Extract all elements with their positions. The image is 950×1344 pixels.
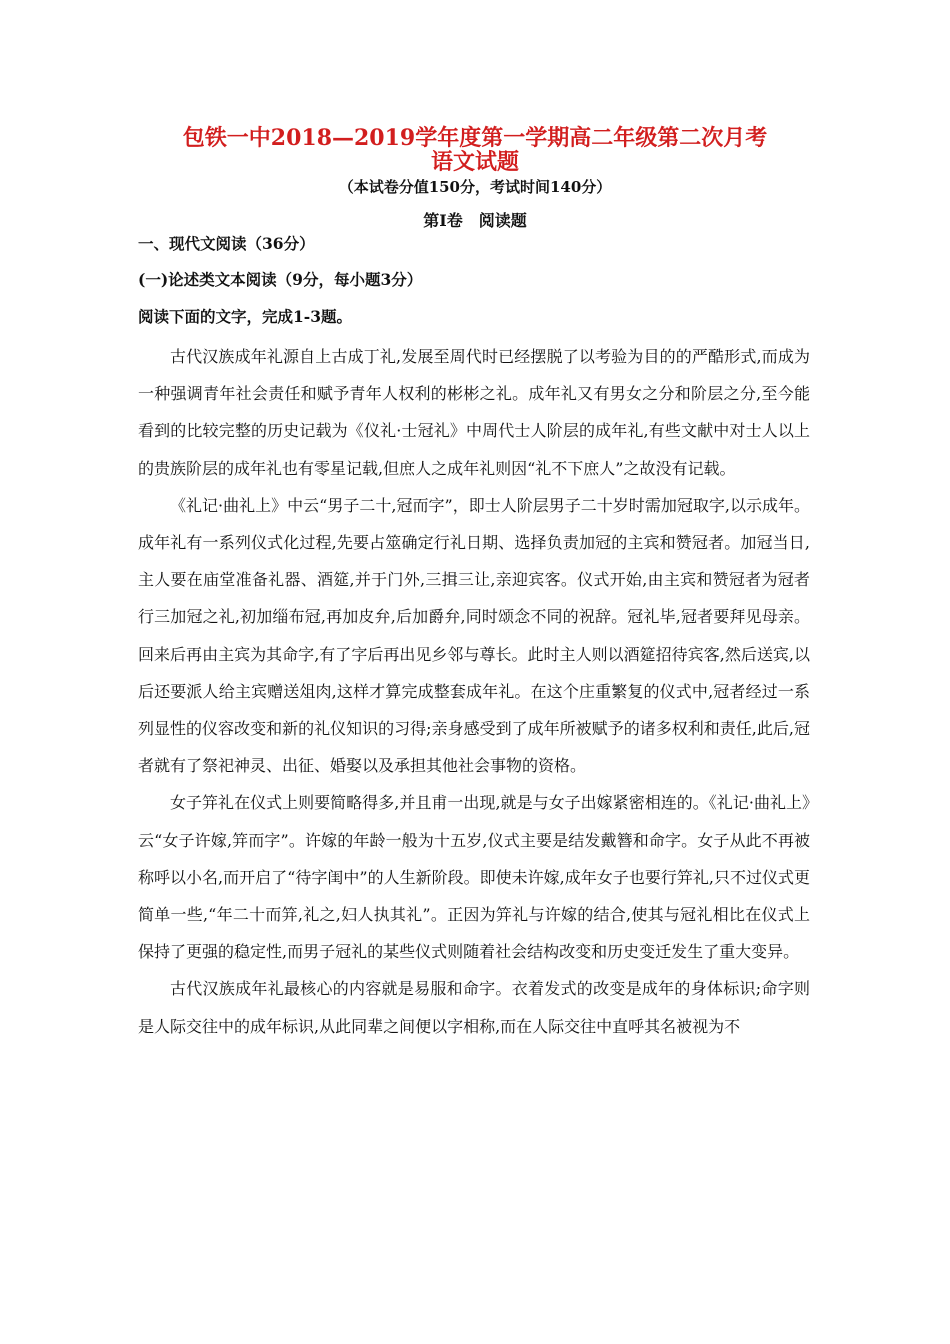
- section-heading: 一、现代文阅读（36分）: [138, 234, 315, 253]
- passage-paragraph-1: 古代汉族成年礼源自上古成丁礼,发展至周代时已经摆脱了以考验为目的的严酷形式,而成为一种强调青年社会责任和赋予青年人权利的彬彬之礼。成年礼又有男女之分和阶层之分,至今能看到的比较完整的历史记载为《仪礼·士冠礼》中周代士人阶层的成年礼,有些文献中对士人以上的贵族阶层的成年礼也有零星记载,但庶人之成年礼则因“礼不下庶人”之故没有记载。: [138, 347, 810, 478]
- passage-paragraph-2: 《礼记·曲礼上》中云“男子二十,冠而字”，即士人阶层男子二十岁时需加冠取字,以示成年。成年礼有一系列仪式化过程,先要占筮确定行礼日期、选择负责加冠的主宾和赞冠者。加冠当日,主人要在庙堂准备礼器、酒筵,并于门外,三揖三让,亲迎宾客。仪式开始,由主宾和赞冠者为冠者行三加冠之礼,初加缁布冠,再加皮弁,后加爵弁,同时颂念不同的祝辞。冠礼毕,冠者要拜见母亲。回来后再由主宾为其命字,有了字后再出见乡邻与尊长。此时主人则以酒筵招待宾客,然后送宾,以后还要派人给主宾赠送俎肉,这样才算完成整套成年礼。在这个庄重繁复的仪式中,冠者经过一系列显性的仪容改变和新的礼仪知识的习得;亲身感受到了成年所被赋予的诸多权利和责任,此后,冠者就有了祭祀神灵、出征、婚娶以及承担其他社会事物的资格。: [138, 495, 810, 776]
- passage-paragraph-3: 女子笄礼在仪式上则要简略得多,并且甫一出现,就是与女子出嫁紧密相连的。《礼记·曲礼上》云“女子许嫁,笄而字”。许嫁的年龄一般为十五岁,仪式主要是结发戴簪和命字。女子从此不再被称呼以小名,而开启了“待字闺中”的人生新阶段。即使未许嫁,成年女子也要行笄礼,只不过仪式更简单一些,“年二十而笄,礼之,妇人执其礼”。正因为笄礼与许嫁的结合,使其与冠礼相比在仪式上保持了更强的稳定性,而男子冠礼的某些仪式则随着社会结构改变和历史变迁发生了重大变异。: [138, 793, 810, 962]
- exam-title: 包铁一中2018—2019学年度第一学期高二年级第二次月考: [182, 125, 768, 151]
- passage-paragraph-4: 古代汉族成年礼最核心的内容就是易服和命字。衣着发式的改变是成年的身体标识;命字则是人际交往中的成年标识,从此同辈之间便以字相称,而在人际交往中直呼其名被视为不: [138, 979, 810, 1036]
- exam-subject: 语文试题: [430, 149, 519, 175]
- passage: [138, 338, 810, 1045]
- volume-title: 第Ⅰ卷 阅读题: [423, 211, 527, 230]
- exam-info: （本试卷分值150分，考试时间140分）: [338, 178, 612, 196]
- section-subheading: (一)论述类文本阅读（9分，每小题3分）: [138, 270, 423, 289]
- reading-instruction: 阅读下面的文字，完成1-3题。: [138, 307, 353, 326]
